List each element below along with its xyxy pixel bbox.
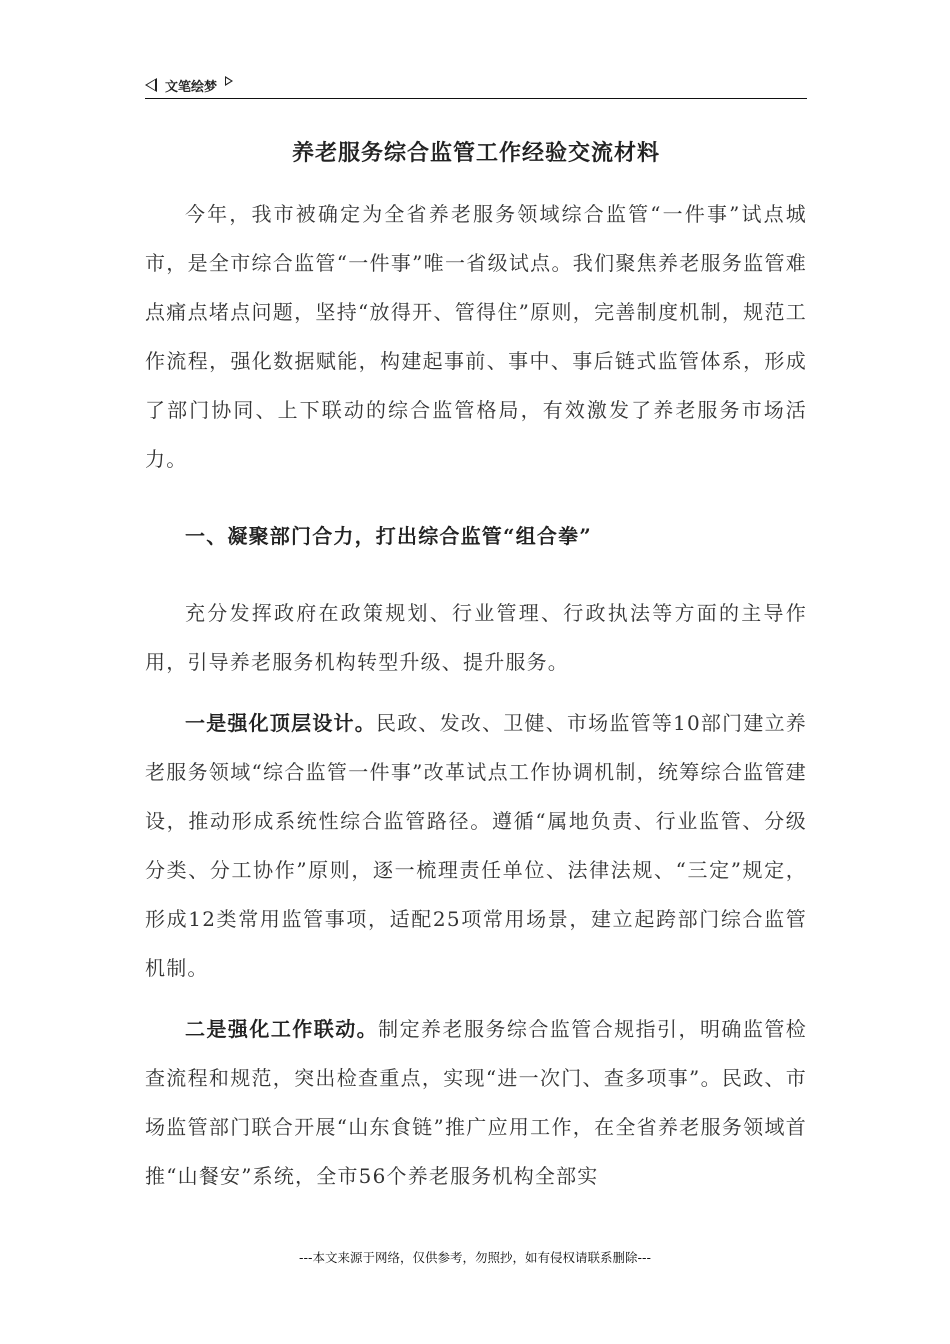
triangle-left-icon	[145, 78, 157, 92]
header-brand: 文笔绘梦	[165, 79, 218, 95]
intro-paragraph: 今年，我市被确定为全省养老服务领域综合监管“一件事”试点城市，是全市综合监管“一件事”唯一省级试点。我们聚焦养老服务监管难点痛点堵点问题，坚持“放得开、管得住”原则，完善制度机制，规范工作流程，强化数据赋能，构建起事前、事中、事后链式监管体系，形成了部门协同、上下联动的综合监管格局，有效激发了养老服务市场活力。	[145, 202, 807, 471]
point-one-paragraph	[145, 699, 807, 993]
document-title: 养老服务综合监管工作经验交流材料	[291, 140, 660, 166]
point-two-paragraph	[145, 1005, 807, 1201]
point-two-body: 制定养老服务综合监管合规指引，明确监管检查流程和规范，突出检查重点，实现“进一次门、查多项事”。民政、市场监管部门联合开展“山东食链”推广应用工作，在全省养老服务领域首推“山餐安”系统，全市56个养老服务机构全部实	[145, 1017, 808, 1188]
footer-notice: ---本文来源于网络，仅供参考，勿照抄，如有侵权请联系删除---	[298, 1250, 652, 1265]
document-body	[145, 190, 807, 1201]
point-one-body: 民政、发改、卫健、市场监管等10部门建立养老服务领域“综合监管一件事”改革试点工作协调机制，统筹综合监管建设，推动形成系统性综合监管路径。遵循“属地负责、行业监管、分级分类、分工协作”原则，逐一梳理责任单位、法律法规、“三定”规定，形成12类常用监管事项，适配25项常用场景，建立起跨部门综合监管机制。	[145, 711, 807, 980]
page-header	[145, 72, 807, 99]
triangle-right-icon	[225, 76, 233, 86]
section-intro-paragraph: 充分发挥政府在政策规划、行业管理、行政执法等方面的主导作用，引导养老服务机构转型升级、提升服务。	[145, 601, 807, 674]
point-one-lead: 一是强化顶层设计。	[185, 711, 376, 735]
section-heading: 一、凝聚部门合力，打出综合监管“组合拳”	[185, 524, 593, 548]
point-two-lead: 二是强化工作联动。	[185, 1017, 379, 1041]
